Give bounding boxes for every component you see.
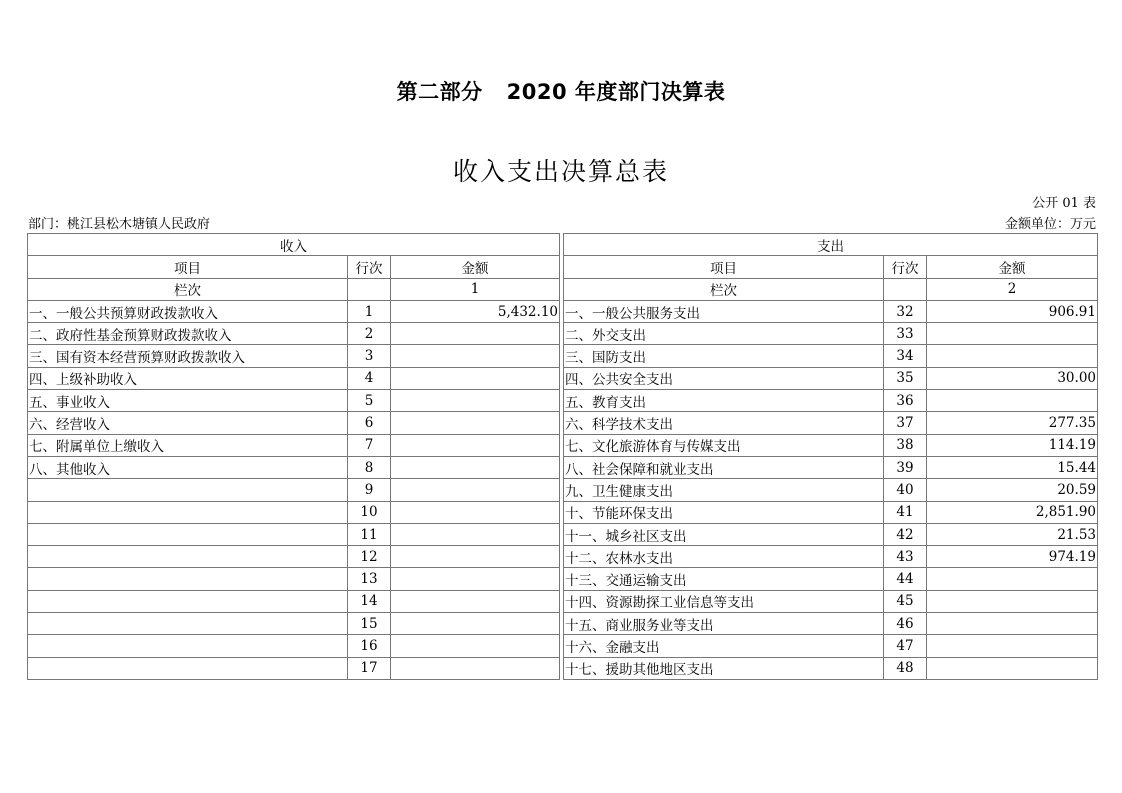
expense-amount-cell: 906.91 <box>927 300 1098 322</box>
income-amount-cell <box>391 345 560 367</box>
expense-item-cell: 四、公共安全支出 <box>564 367 884 389</box>
income-amount-cell <box>391 367 560 389</box>
expense-item-cell: 十、节能环保支出 <box>564 501 884 523</box>
income-amount-cell <box>391 323 560 345</box>
part-title <box>0 76 1122 106</box>
income-line-cell: 17 <box>348 657 391 679</box>
expense-line-cell: 38 <box>884 434 927 456</box>
expense-item-cell: 九、卫生健康支出 <box>564 479 884 501</box>
income-amount-header: 金额 <box>391 256 560 278</box>
expense-amount-cell <box>927 390 1098 412</box>
expense-amount-cell: 114.19 <box>927 434 1098 456</box>
table-row <box>28 412 1098 434</box>
income-line-cell: 1 <box>348 300 391 322</box>
income-item-cell <box>28 523 348 545</box>
income-group-header: 收入 <box>28 234 560 256</box>
income-item-cell <box>28 657 348 679</box>
expense-line-cell: 41 <box>884 501 927 523</box>
expense-item-cell: 五、教育支出 <box>564 390 884 412</box>
expense-amount-header: 金额 <box>927 256 1098 278</box>
income-line-cell: 8 <box>348 456 391 478</box>
income-line-header: 行次 <box>348 256 391 278</box>
income-item-cell: 八、其他收入 <box>28 456 348 478</box>
income-amount-cell <box>391 456 560 478</box>
expense-line-cell: 40 <box>884 479 927 501</box>
department-label: 部门：桃江县松木塘镇人民政府 <box>28 217 211 232</box>
income-column-number: 1 <box>391 278 560 300</box>
expense-item-cell: 八、社会保障和就业支出 <box>564 456 884 478</box>
expense-group-header: 支出 <box>564 234 1098 256</box>
table-row <box>28 323 1098 345</box>
expense-amount-cell: 2,851.90 <box>927 501 1098 523</box>
table-row <box>28 635 1098 657</box>
expense-item-cell: 十七、援助其他地区支出 <box>564 657 884 679</box>
income-amount-cell <box>391 613 560 635</box>
income-amount-cell <box>391 501 560 523</box>
expense-line-cell: 47 <box>884 635 927 657</box>
column-header-row <box>28 256 1098 278</box>
expense-line-cell: 34 <box>884 345 927 367</box>
expense-amount-cell <box>927 657 1098 679</box>
income-line-cell: 2 <box>348 323 391 345</box>
income-amount-cell <box>391 523 560 545</box>
table-row <box>28 657 1098 679</box>
table-row <box>28 390 1098 412</box>
income-lanci-label: 栏次 <box>28 278 348 300</box>
expense-line-cell: 36 <box>884 390 927 412</box>
amount-unit-label: 金额单位：万元 <box>1004 217 1096 232</box>
income-amount-cell <box>391 568 560 590</box>
income-line-cell: 6 <box>348 412 391 434</box>
income-item-header: 项目 <box>28 256 348 278</box>
report-year-title: 2020 年度部门决算表 <box>506 80 726 104</box>
expense-line-cell: 32 <box>884 300 927 322</box>
income-item-cell: 六、经营收入 <box>28 412 348 434</box>
income-line-cell: 15 <box>348 613 391 635</box>
income-item-cell <box>28 546 348 568</box>
expense-lanci-label: 栏次 <box>564 278 884 300</box>
form-number: 公开 01 表 <box>1032 196 1096 211</box>
part-label: 第二部分 <box>396 80 483 104</box>
expense-line-cell: 39 <box>884 456 927 478</box>
income-line-cell: 13 <box>348 568 391 590</box>
expense-line-cell: 35 <box>884 367 927 389</box>
income-amount-cell <box>391 590 560 612</box>
table-row <box>28 568 1098 590</box>
income-line-cell: 14 <box>348 590 391 612</box>
table-title: 收入支出决算总表 <box>452 157 669 186</box>
income-item-cell: 一、一般公共预算财政拨款收入 <box>28 300 348 322</box>
income-line-cell: 10 <box>348 501 391 523</box>
expense-item-cell: 六、科学技术支出 <box>564 412 884 434</box>
expense-item-cell: 十二、农林水支出 <box>564 546 884 568</box>
income-item-cell <box>28 613 348 635</box>
income-line-cell: 9 <box>348 479 391 501</box>
table-row <box>28 479 1098 501</box>
table-row <box>28 613 1098 635</box>
expense-item-cell: 十三、交通运输支出 <box>564 568 884 590</box>
expense-amount-cell <box>927 568 1098 590</box>
income-amount-cell <box>391 546 560 568</box>
income-line-cell: 3 <box>348 345 391 367</box>
income-item-cell <box>28 590 348 612</box>
income-line-cell: 12 <box>348 546 391 568</box>
expense-item-cell: 十四、资源勘探工业信息等支出 <box>564 590 884 612</box>
expense-item-cell: 七、文化旅游体育与传媒支出 <box>564 434 884 456</box>
table-row <box>28 367 1098 389</box>
expense-item-cell: 十五、商业服务业等支出 <box>564 613 884 635</box>
column-number-row <box>28 278 1098 300</box>
expense-amount-cell: 20.59 <box>927 479 1098 501</box>
expense-item-cell: 十六、金融支出 <box>564 635 884 657</box>
expense-amount-cell <box>927 590 1098 612</box>
expense-amount-cell <box>927 345 1098 367</box>
table-row <box>28 590 1098 612</box>
income-item-cell: 五、事业收入 <box>28 390 348 412</box>
expense-line-cell: 37 <box>884 412 927 434</box>
table-row <box>28 546 1098 568</box>
table-row <box>28 345 1098 367</box>
group-header-row <box>28 234 1098 256</box>
income-amount-cell <box>391 635 560 657</box>
table-row <box>28 456 1098 478</box>
expense-amount-cell <box>927 613 1098 635</box>
expense-item-header: 项目 <box>564 256 884 278</box>
expense-line-cell: 44 <box>884 568 927 590</box>
expense-line-cell: 33 <box>884 323 927 345</box>
income-amount-cell <box>391 390 560 412</box>
table-row <box>28 523 1098 545</box>
income-line-cell: 4 <box>348 367 391 389</box>
income-item-cell <box>28 501 348 523</box>
expense-amount-cell: 974.19 <box>927 546 1098 568</box>
expense-line-cell: 46 <box>884 613 927 635</box>
income-item-cell: 七、附属单位上缴收入 <box>28 434 348 456</box>
income-line-cell: 5 <box>348 390 391 412</box>
income-amount-cell <box>391 479 560 501</box>
income-amount-cell <box>391 657 560 679</box>
income-line-cell: 16 <box>348 635 391 657</box>
expense-amount-cell: 30.00 <box>927 367 1098 389</box>
expense-line-cell: 42 <box>884 523 927 545</box>
expense-amount-cell: 277.35 <box>927 412 1098 434</box>
expense-line-cell: 43 <box>884 546 927 568</box>
expense-amount-cell <box>927 635 1098 657</box>
table-row <box>28 501 1098 523</box>
expense-item-cell: 十一、城乡社区支出 <box>564 523 884 545</box>
income-item-cell <box>28 479 348 501</box>
income-line-cell: 11 <box>348 523 391 545</box>
expense-amount-cell <box>927 323 1098 345</box>
income-item-cell <box>28 568 348 590</box>
expense-amount-cell: 21.53 <box>927 523 1098 545</box>
income-item-cell: 二、政府性基金预算财政拨款收入 <box>28 323 348 345</box>
expense-amount-cell: 15.44 <box>927 456 1098 478</box>
income-line-cell: 7 <box>348 434 391 456</box>
expense-line-cell: 45 <box>884 590 927 612</box>
income-amount-cell: 5,432.10 <box>391 300 560 322</box>
income-item-cell: 三、国有资本经营预算财政拨款收入 <box>28 345 348 367</box>
income-amount-cell <box>391 412 560 434</box>
expense-column-number: 2 <box>927 278 1098 300</box>
expense-item-cell: 一、一般公共服务支出 <box>564 300 884 322</box>
table-row <box>28 300 1098 322</box>
expense-line-header: 行次 <box>884 256 927 278</box>
income-lanci-blank <box>348 278 391 300</box>
income-amount-cell <box>391 434 560 456</box>
income-expense-table <box>27 233 1098 680</box>
expense-lanci-blank <box>884 278 927 300</box>
expense-item-cell: 二、外交支出 <box>564 323 884 345</box>
table-row <box>28 434 1098 456</box>
expense-line-cell: 48 <box>884 657 927 679</box>
income-item-cell: 四、上级补助收入 <box>28 367 348 389</box>
expense-item-cell: 三、国防支出 <box>564 345 884 367</box>
income-item-cell <box>28 635 348 657</box>
